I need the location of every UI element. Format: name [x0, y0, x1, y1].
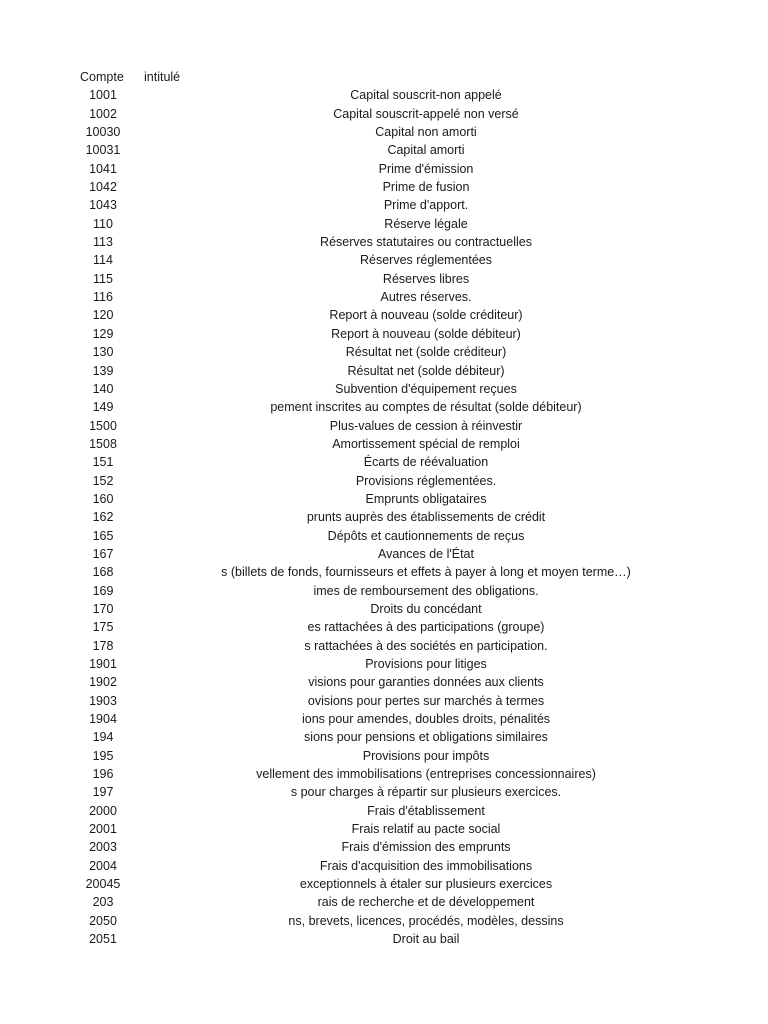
- account-code: 139: [92, 363, 114, 378]
- table-row: [80, 508, 740, 526]
- account-label: Report à nouveau (solde créditeur): [329, 308, 523, 323]
- table-row: [80, 563, 740, 581]
- table-row: [80, 141, 740, 159]
- account-label-cell: [136, 105, 716, 123]
- account-label: Dépôts et cautionnements de reçus: [327, 528, 525, 543]
- account-label: Réserves libres: [382, 271, 470, 286]
- account-label: s rattachées à des sociétés en participation.: [304, 638, 548, 653]
- table-row: [80, 618, 740, 636]
- account-label-cell: [136, 692, 716, 710]
- account-label: Prime d'émission: [378, 161, 474, 176]
- account-code: 115: [93, 271, 113, 286]
- account-label: Frais d'acquisition des immobilisations: [319, 858, 533, 873]
- account-label: Capital amorti: [387, 143, 465, 158]
- account-label-cell: [136, 838, 716, 856]
- account-code: 120: [92, 308, 114, 323]
- table-row: [80, 747, 740, 765]
- table-row: [80, 160, 740, 178]
- account-code: 167: [92, 546, 114, 561]
- account-code: 195: [92, 748, 114, 763]
- account-label-cell: [136, 398, 716, 416]
- table-row: [80, 178, 740, 196]
- account-label: Subvention d'équipement reçues: [335, 381, 517, 396]
- table-row: [80, 912, 740, 930]
- account-code: 162: [92, 510, 114, 525]
- account-label-cell: [136, 123, 716, 141]
- account-label: Capital souscrit-non appelé: [350, 88, 502, 103]
- account-label-cell: [136, 435, 716, 453]
- account-label: Provisions pour litiges: [365, 657, 487, 671]
- account-label: Réserves statutaires ou contractuelles: [320, 235, 532, 250]
- table-row: [80, 893, 740, 911]
- account-label: es rattachées à des participations (groupe): [307, 620, 545, 635]
- account-label-cell: [136, 196, 716, 214]
- account-code: 2004: [89, 858, 117, 873]
- account-code: 113: [93, 235, 113, 250]
- table-row: [80, 325, 740, 343]
- table-row: [80, 380, 740, 398]
- table-row: [80, 527, 740, 545]
- table-row: [80, 545, 740, 563]
- account-code: 165: [92, 528, 114, 543]
- table-row: [80, 417, 740, 435]
- account-label: Frais d'établissement: [367, 803, 485, 818]
- table-row: [80, 857, 740, 875]
- account-label: prunts auprès des établissements de crédit: [306, 510, 546, 525]
- account-label-cell: [136, 728, 716, 746]
- accounts-table: [80, 68, 740, 949]
- account-label-cell: [136, 472, 716, 490]
- account-label-cell: [136, 545, 716, 563]
- table-row: [80, 875, 740, 893]
- table-row: [80, 637, 740, 655]
- account-code: 1500: [89, 418, 117, 433]
- account-code: 203: [92, 895, 114, 910]
- account-label-cell: [136, 490, 716, 508]
- account-label: ovisions pour pertes sur marchés à termes: [307, 693, 545, 708]
- account-code: 152: [92, 473, 114, 488]
- table-row: [80, 123, 740, 141]
- account-label: pement inscrites au comptes de résultat (solde débiteur): [270, 400, 582, 415]
- account-label-cell: [136, 306, 716, 324]
- table-row: [80, 288, 740, 306]
- account-label: Résultat net (solde créditeur): [345, 345, 507, 360]
- table-row: [80, 398, 740, 416]
- account-label: Plus-values de cession à réinvestir: [329, 418, 523, 433]
- account-label-cell: [136, 618, 716, 636]
- account-label-cell: [136, 380, 716, 398]
- account-label: imes de remboursement des obligations.: [313, 583, 539, 598]
- account-label: Capital souscrit-appelé non versé: [333, 106, 519, 121]
- account-code: 1041: [89, 161, 117, 176]
- account-code: 168: [92, 565, 114, 580]
- table-row: [80, 196, 740, 214]
- account-label-cell: [136, 215, 716, 233]
- account-label: Amortissement spécial de remploi: [332, 436, 520, 451]
- account-label: Réserves réglementées: [359, 253, 493, 268]
- account-code: 1904: [89, 712, 117, 727]
- account-code: 1001: [89, 88, 117, 103]
- account-label-cell: [136, 673, 716, 691]
- account-code: 2051: [89, 932, 117, 947]
- account-label: s (billets de fonds, fournisseurs et effets à payer à long et moyen terme…): [221, 565, 631, 580]
- account-label-cell: [136, 86, 716, 104]
- account-code: 2001: [89, 822, 117, 837]
- account-code: 2000: [89, 803, 117, 818]
- table-row: [80, 453, 740, 471]
- account-label-cell: [136, 325, 716, 343]
- table-row: [80, 930, 740, 948]
- table-row: [80, 783, 740, 801]
- account-label-cell: [136, 563, 716, 581]
- account-label-cell: [136, 417, 716, 435]
- account-label: ns, brevets, licences, procédés, modèles, dessins: [288, 913, 564, 928]
- table-row: [80, 802, 740, 820]
- account-label: Emprunts obligataires: [365, 491, 487, 506]
- account-code: 1002: [89, 106, 117, 121]
- account-code: 1902: [89, 675, 117, 690]
- table-row: [80, 838, 740, 856]
- account-label-cell: [136, 930, 716, 948]
- table-row: [80, 306, 740, 324]
- account-label-cell: [136, 453, 716, 471]
- account-label: s pour charges à répartir sur plusieurs exercices.: [290, 785, 562, 800]
- account-code: 20045: [85, 877, 121, 892]
- account-code: 196: [92, 767, 114, 782]
- account-label: Capital non amorti: [375, 125, 477, 140]
- account-label-cell: [136, 160, 716, 178]
- account-label-cell: [136, 600, 716, 618]
- account-label: Provisions pour impôts: [362, 748, 490, 763]
- table-row: [80, 765, 740, 783]
- account-code: 178: [92, 638, 114, 653]
- account-code: 1043: [89, 198, 117, 213]
- account-label-cell: [136, 875, 716, 893]
- account-label: Frais relatif au pacte social: [351, 822, 501, 837]
- account-label: exceptionnels à étaler sur plusieurs exercices: [299, 877, 553, 892]
- account-code: 170: [92, 601, 114, 616]
- account-code: 110: [93, 216, 113, 231]
- account-label-cell: [136, 343, 716, 361]
- account-code: 197: [92, 785, 114, 800]
- table-header: [80, 68, 740, 86]
- account-label-cell: [136, 527, 716, 545]
- account-label-cell: [136, 747, 716, 765]
- account-label-cell: [136, 178, 716, 196]
- account-code: 10031: [85, 143, 121, 158]
- account-code: 114: [93, 253, 113, 268]
- table-row: [80, 215, 740, 233]
- account-label-cell: [136, 362, 716, 380]
- account-label-cell: [136, 783, 716, 801]
- account-code: 10030: [85, 125, 121, 140]
- account-label: Résultat net (solde débiteur): [347, 363, 505, 378]
- account-label: Prime de fusion: [382, 180, 470, 195]
- table-row: [80, 343, 740, 361]
- account-label: visions pour garanties données aux clients: [308, 675, 544, 690]
- account-label-cell: [136, 233, 716, 251]
- account-code: 175: [92, 620, 114, 635]
- table-row: [80, 270, 740, 288]
- account-code: 194: [92, 730, 114, 745]
- account-label-cell: [136, 270, 716, 288]
- account-label: Droit au bail: [392, 932, 460, 947]
- account-code: 2003: [89, 840, 117, 855]
- table-row: [80, 472, 740, 490]
- table-row: [80, 490, 740, 508]
- account-label-cell: [136, 893, 716, 911]
- header-code: Compte: [80, 70, 124, 84]
- table-row: [80, 692, 740, 710]
- account-label-cell: [136, 765, 716, 783]
- account-label-cell: [136, 508, 716, 526]
- table-row: [80, 673, 740, 691]
- table-row: [80, 362, 740, 380]
- account-code: 160: [92, 491, 114, 506]
- account-code: 2050: [89, 913, 117, 928]
- account-code: 149: [92, 400, 114, 415]
- account-label: Autres réserves.: [380, 290, 472, 305]
- account-label: Provisions réglementées.: [355, 473, 497, 488]
- account-label-cell: [136, 802, 716, 820]
- account-label: Écarts de réévaluation: [363, 455, 489, 470]
- table-row: [80, 582, 740, 600]
- account-label: vellement des immobilisations (entreprises concessionnaires): [256, 767, 596, 782]
- table-row: [80, 600, 740, 618]
- table-row: [80, 251, 740, 269]
- account-code: 1903: [89, 693, 117, 708]
- account-label: Droits du concédant: [370, 601, 482, 616]
- account-label-cell: [136, 582, 716, 600]
- account-label-cell: [136, 251, 716, 269]
- account-label-cell: [136, 655, 716, 673]
- table-row: [80, 86, 740, 104]
- account-label: ions pour amendes, doubles droits, pénalités: [301, 712, 551, 727]
- account-label: sions pour pensions et obligations similaires: [304, 730, 548, 745]
- account-label: rais de recherche et de développement: [317, 895, 535, 910]
- account-code: 129: [92, 326, 114, 341]
- account-code: 1901: [89, 657, 117, 671]
- account-label: Avances de l'État: [378, 546, 474, 561]
- table-row: [80, 728, 740, 746]
- account-code: 151: [92, 455, 114, 470]
- account-code: 116: [93, 290, 113, 305]
- table-row: [80, 820, 740, 838]
- account-label: Report à nouveau (solde débiteur): [331, 326, 521, 341]
- account-code: 130: [92, 345, 114, 360]
- account-label: Frais d'émission des emprunts: [341, 840, 511, 855]
- header-label: intitulé: [144, 70, 181, 84]
- account-label-cell: [136, 912, 716, 930]
- account-code: 1508: [89, 436, 117, 451]
- table-row: [80, 435, 740, 453]
- table-row: [80, 655, 740, 673]
- account-label-cell: [136, 820, 716, 838]
- account-code: 140: [92, 381, 114, 396]
- table-row: [80, 710, 740, 728]
- account-code: 169: [92, 583, 114, 598]
- table-row: [80, 233, 740, 251]
- table-body: [80, 86, 740, 948]
- account-label-cell: [136, 857, 716, 875]
- account-code: 1042: [89, 180, 117, 195]
- account-label-cell: [136, 141, 716, 159]
- account-label-cell: [136, 710, 716, 728]
- account-label-cell: [136, 288, 716, 306]
- account-label: Réserve légale: [384, 216, 468, 231]
- account-label-cell: [136, 637, 716, 655]
- table-row: [80, 105, 740, 123]
- account-label: Prime d'apport.: [383, 198, 469, 213]
